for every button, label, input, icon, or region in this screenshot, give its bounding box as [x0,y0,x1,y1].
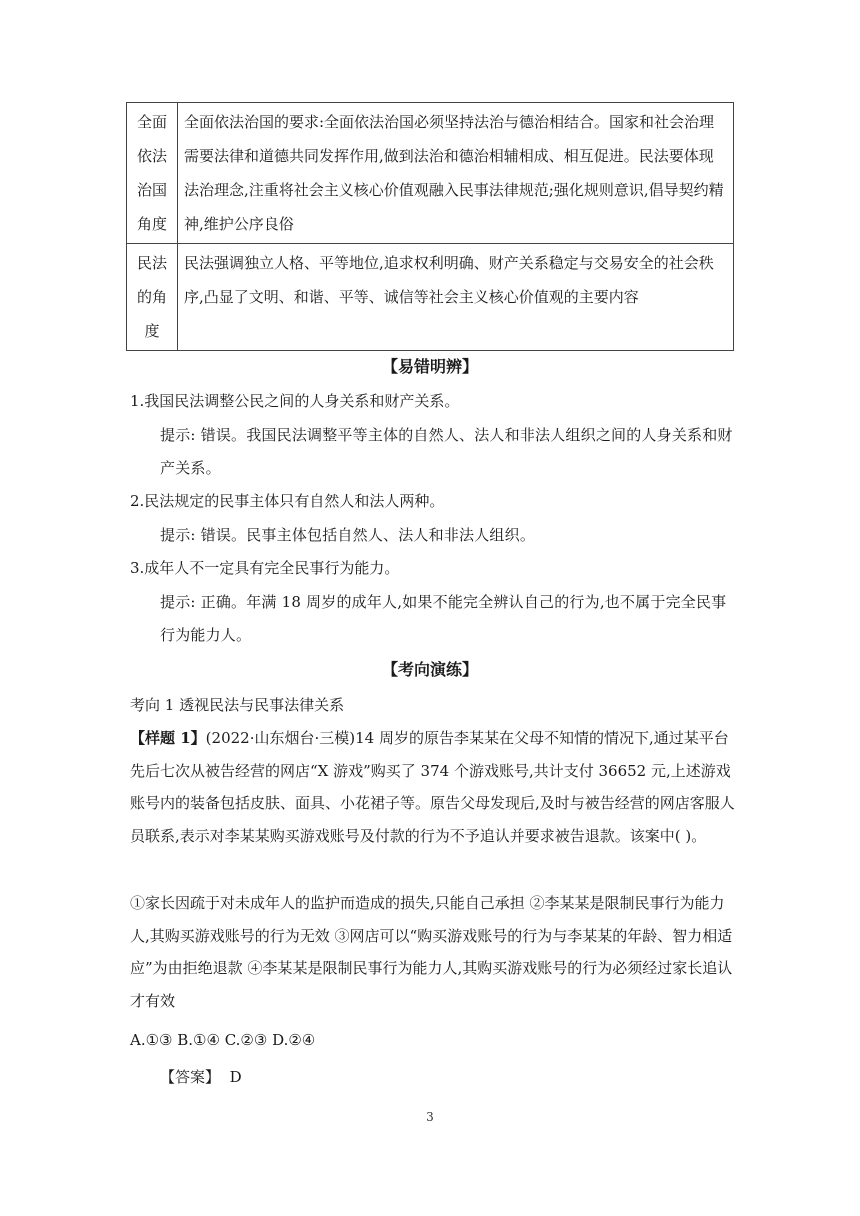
practice-answer [130,1061,736,1094]
question-label: 【样题 1】 [130,729,206,747]
info-table [126,102,734,351]
question-text: (2022·山东烟台·三模)14 周岁的原告李某某在父母不知情的情况下,通过某平台先后七次从被告经营的网店“X 游戏”购买了 374 个游戏账号,共计支付 36652 元,上述游戏账号内的装备包括皮肤、面具、小花裙子等。原告父母发现后,及时与被告经营的网店客服人员联系,表示对李某某购买游戏账号及付款的行为不予追认并要求被告退款。该案中( )。 [130,729,735,845]
answer-value: D [229,1068,242,1086]
table-content-cell: 民法强调独立人格、平等地位,追求权利明确、财产关系稳定与交易安全的社会秩序,凸显了文明、和谐、平等、诚信等社会主义核心价值观的主要内容 [178,244,734,351]
table-row [127,244,734,351]
error-statement-2: 2.民法规定的民事主体只有自然人和法人两种。 [130,492,445,510]
errors-section-title: 【易错明辨】 [381,357,478,376]
error-hint-2: 提示: 错误。民事主体包括自然人、法人和非法人组织。 [160,526,536,544]
practice-section-title: 【考向演练】 [381,660,478,679]
page-number: 3 [426,1110,434,1124]
table-content-cell: 全面依法治国的要求:全面依法治国必须坚持法治与德治相结合。国家和社会治理需要法律和道德共同发挥作用,做到法治和德治相辅相成、相互促进。民法要体现法治理念,注重将社会主义核心价值观融入民事法律规范;强化规则意识,倡导契约精神,维护公序良俗 [178,103,734,244]
table-header-cell: 全面依法治国角度 [127,103,178,244]
practice-direction: 考向 1 透视民法与民事法律关系 [130,696,345,714]
table-row [127,103,734,244]
error-hint-1: 提示: 错误。我国民法调整平等主体的自然人、法人和非法人组织之间的人身关系和财产关系。 [160,426,733,477]
table-header-cell: 民法的角度 [127,244,178,351]
answer-label: 【答案】 [160,1068,221,1086]
practice-question [130,722,736,852]
error-statement-3: 3.成年人不一定具有完全民事行为能力。 [130,559,400,577]
error-hint-3: 提示: 正确。年满 18 周岁的成年人,如果不能完全辨认自己的行为,也不属于完全民事行为能力人。 [160,593,727,644]
practice-statements: ①家长因疏于对未成年人的监护而造成的损失,只能自己承担 ②李某某是限制民事行为能力人,其购买游戏账号的行为无效 ③网店可以“购买游戏账号的行为与李某某的年龄、智力相适应”为由拒绝退款 ④李某某是限制民事行为能力人,其购买游戏账号的行为必须经过家长追认才有效 [130,894,733,1010]
error-statement-1: 1.我国民法调整公民之间的人身关系和财产关系。 [130,392,460,410]
practice-options: A.①③ B.①④ C.②③ D.②④ [130,1031,316,1049]
